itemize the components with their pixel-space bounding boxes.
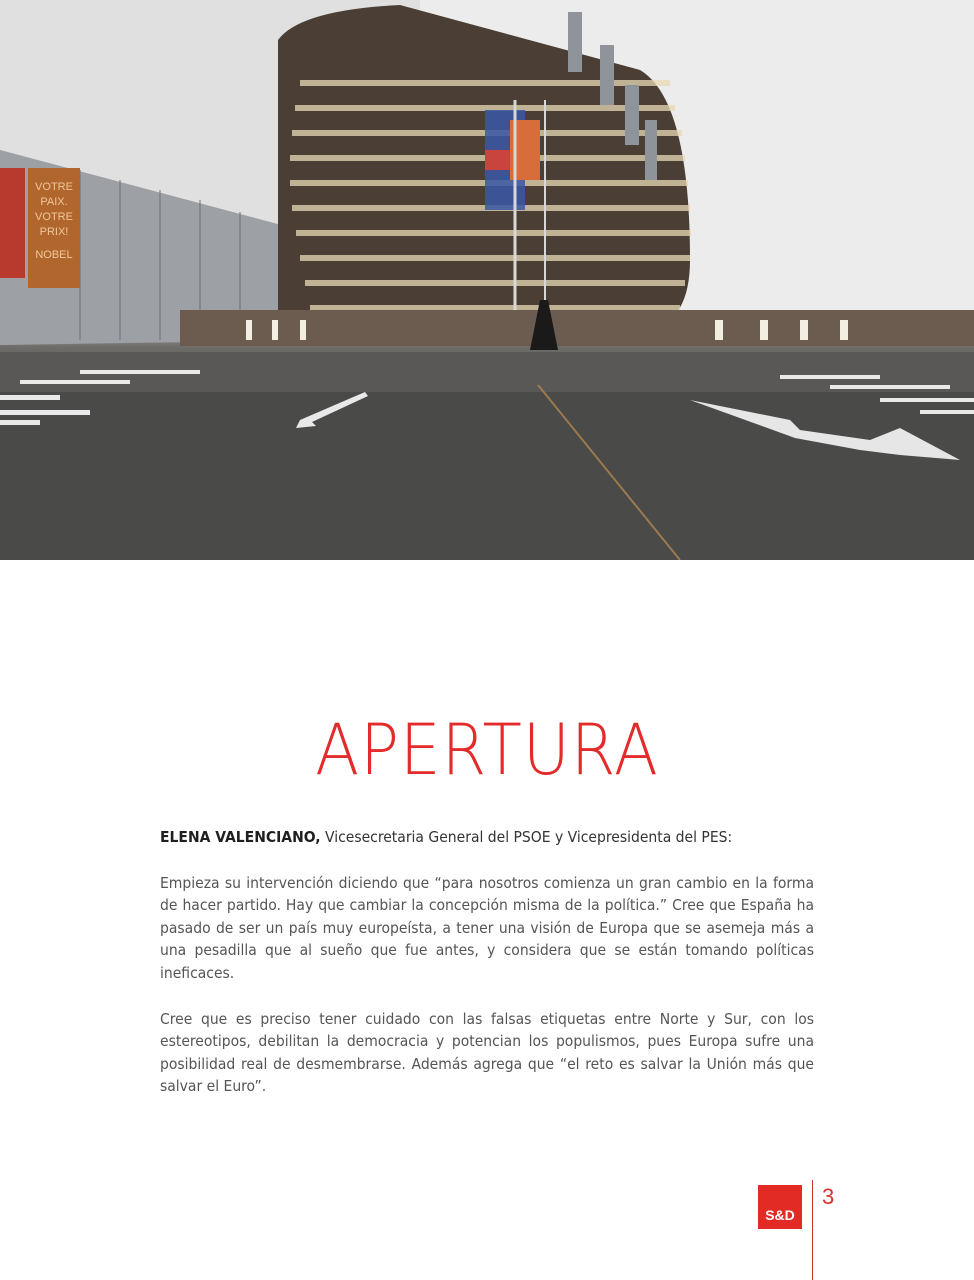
article-body: [160, 826, 814, 1121]
svg-text:VOTRE: VOTRE: [35, 181, 73, 193]
paragraph-1: Empieza su intervención diciendo que “para nosotros comienza un gran cambio en la forma de hacer partido. Hay que cambiar la concepción misma de la política.” Cree que España ha pasado de ser un país muy europeísta, a tener una visión de Europa que se asemeja más a una pesadilla que al sueño que fue antes, y considera que se están tomando políticas ineficaces.: [160, 873, 814, 982]
page-number: 3: [822, 1184, 835, 1209]
parliament-building-illustration: [0, 0, 974, 560]
svg-text:PAIX.: PAIX.: [40, 196, 68, 208]
speaker-name: ELENA VALENCIANO,: [160, 828, 321, 846]
footer-divider: [812, 1180, 813, 1280]
speaker-role: Vicesecretaria General del PSOE y Vicepresidenta del PES:: [320, 828, 733, 846]
svg-text:NOBEL: NOBEL: [35, 249, 73, 261]
sd-logo-text: S&D: [765, 1207, 795, 1223]
hero-photo: [0, 0, 974, 560]
paragraph-2: Cree que es preciso tener cuidado con las falsas etiquetas entre Norte y Sur, con los estereotipos, debilitan la democracia y potencian los populismos, pues Europa sufre una posibilidad real de desmembrarse. Además agrega que “el reto es salvar la Unión más que salvar el Euro”.: [160, 1009, 814, 1096]
sd-logo: [758, 1185, 802, 1229]
speaker-line: [160, 826, 814, 849]
svg-text:VOTRE: VOTRE: [35, 211, 73, 223]
svg-text:PRIX!: PRIX!: [39, 226, 69, 238]
page-title: APERTURA: [315, 708, 659, 791]
